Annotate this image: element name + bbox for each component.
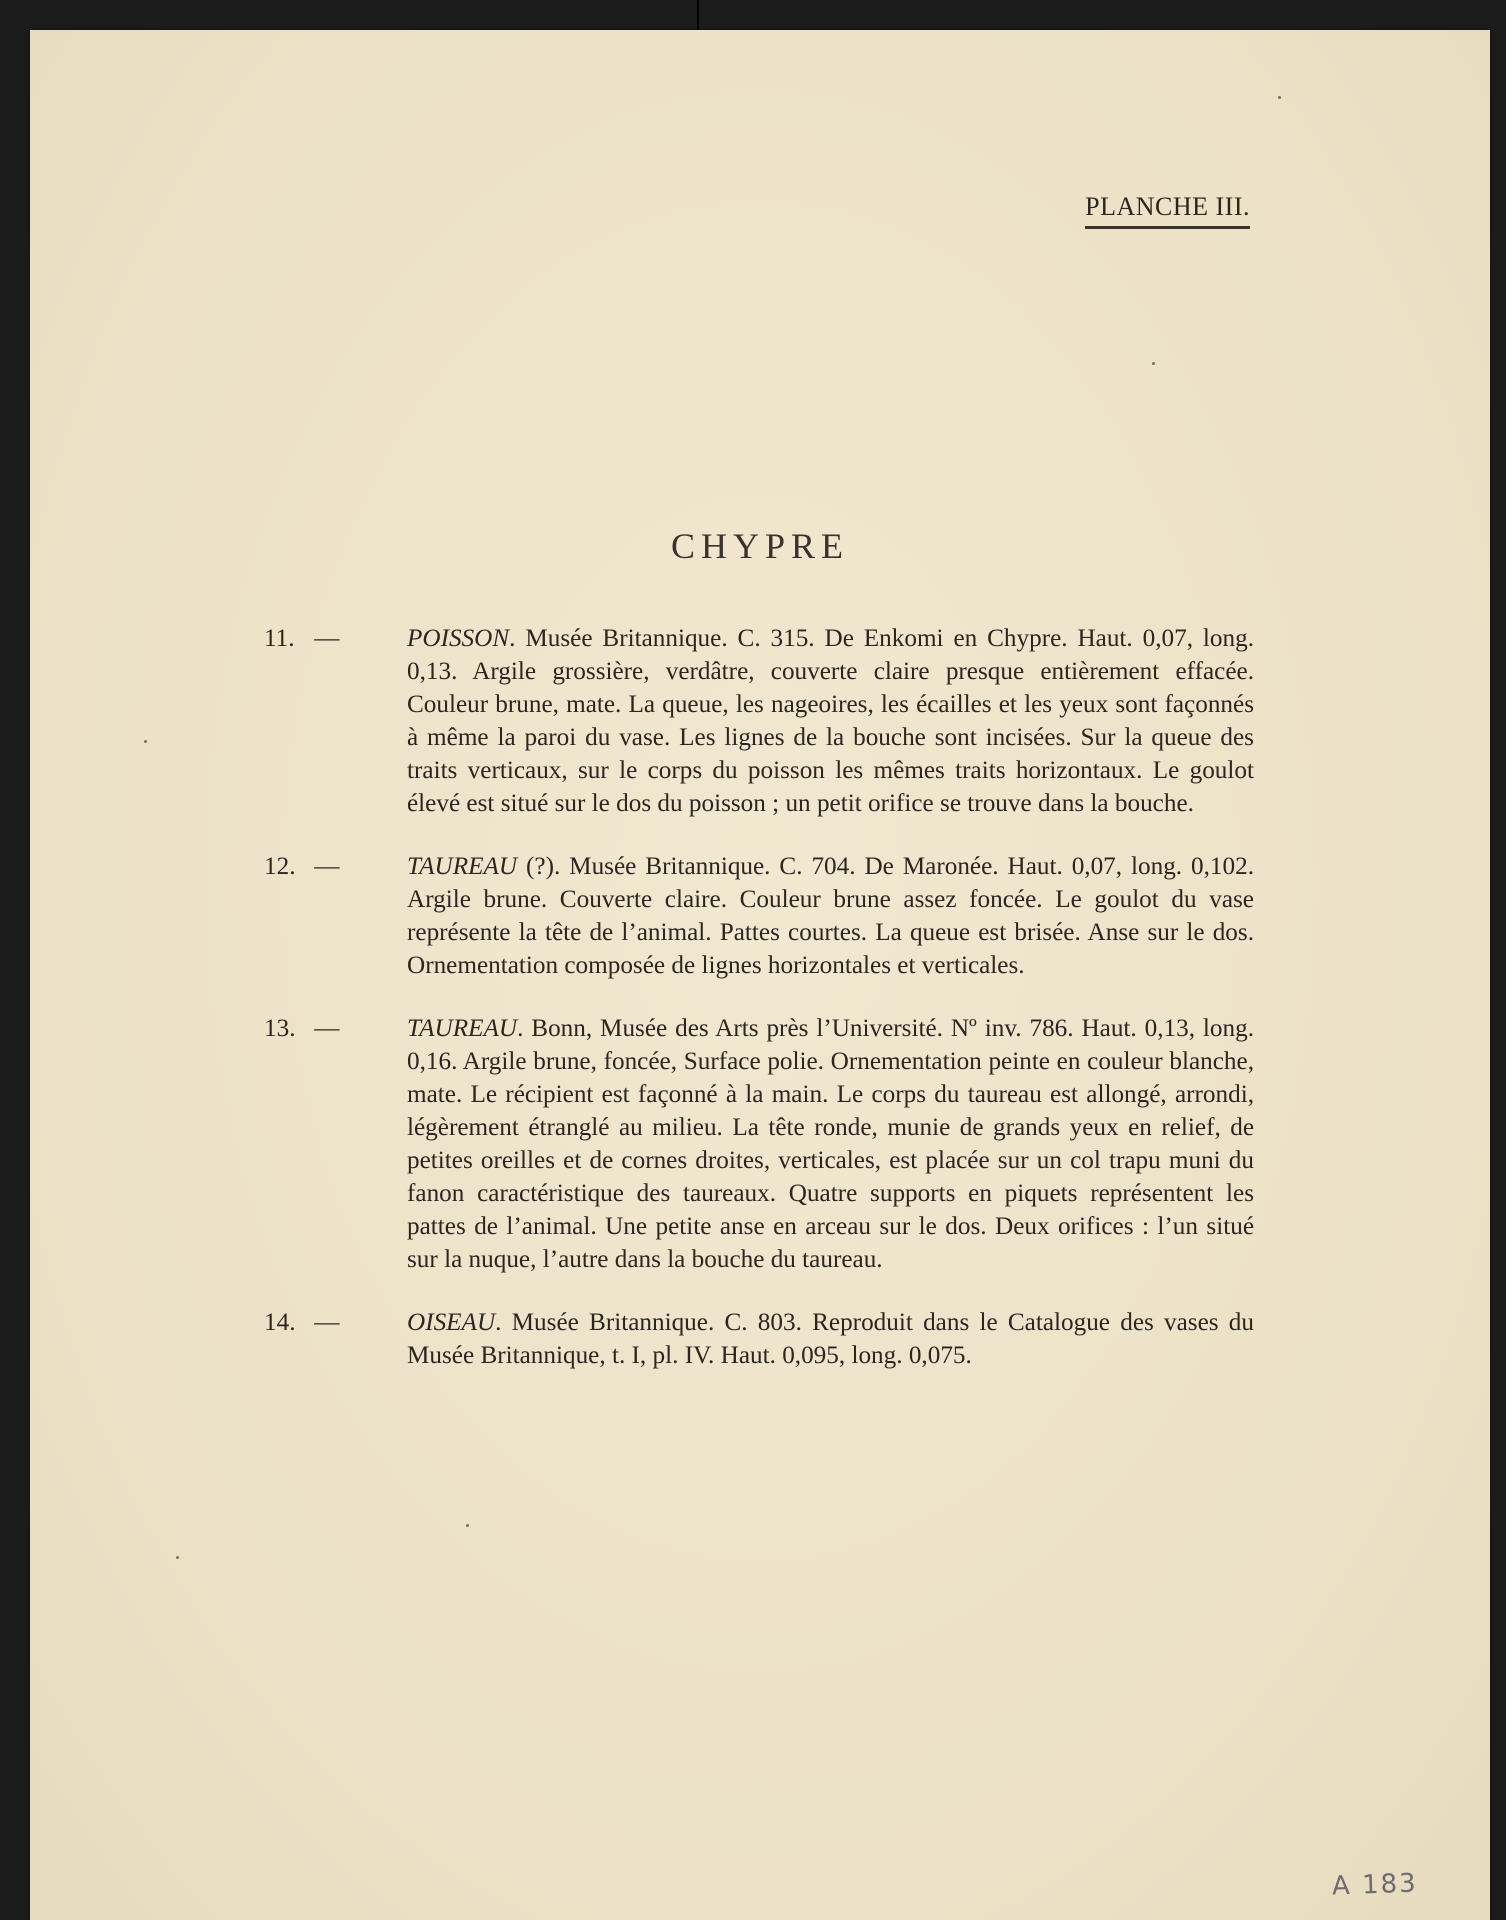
entry-number: 12. <box>264 853 296 880</box>
entry-dash: — <box>314 853 340 880</box>
entry-number: 11. <box>264 625 295 652</box>
catalogue-entry-12 <box>264 850 1254 982</box>
binding-line <box>697 0 699 30</box>
entry-name: POISSON <box>407 625 510 652</box>
document-page <box>30 30 1490 1920</box>
paper-speck <box>466 1524 469 1527</box>
entry-name: TAUREAU <box>407 1015 518 1042</box>
entry-text <box>407 1012 1254 1276</box>
paper-speck <box>1152 362 1155 365</box>
entry-text <box>407 622 1254 820</box>
paper-speck <box>1278 96 1281 99</box>
entry-description: . Bonn, Musée des Arts près l’Université. Nº inv. 786. Haut. 0,13, long. 0,16. Argile brune, foncée, Surface polie. Ornementation peinte en couleur blanche, mate. Le récipient est façonné à la main. Le corps du taureau est allongé, arrondi, légèrement étranglé au milieu. La tête ronde, munie de grands yeux en relief, de petites oreilles et de cornes droites, verticales, est placée sur un col trapu muni du fanon caractéristique des taureaux. Quatre supports en piquets représentent les pattes de l’animal. Une petite anse en arceau sur le dos. Deux orifices : l’un situé sur la nuque, l’autre dans la bouche du taureau. <box>407 1015 1254 1273</box>
entry-dash: — <box>314 625 340 652</box>
entry-name: OISEAU <box>407 1309 496 1336</box>
entry-description: (?). Musée Britannique. C. 704. De Maronée. Haut. 0,07, long. 0,102. Argile brune. Couverte claire. Couleur brune assez foncée. Le goulot du vase représente la tête de l’animal. Pattes courtes. La queue est brisée. Anse sur le dos. Ornementation composée de lignes horizontales et verticales. <box>407 853 1254 979</box>
entry-name: TAUREAU <box>407 853 518 880</box>
entry-description: . Musée Britannique. C. 803. Reproduit dans le Catalogue des vases du Musée Britannique, t. I, pl. IV. Haut. 0,095, long. 0,075. <box>407 1309 1254 1369</box>
entry-head <box>264 1306 407 1339</box>
entry-number: 13. <box>264 1015 296 1042</box>
entry-head <box>264 850 407 883</box>
archive-stamp: A 183 <box>1331 1868 1419 1902</box>
catalogue-entry-11 <box>264 622 1254 820</box>
entry-head <box>264 1012 407 1045</box>
entry-text <box>407 850 1254 982</box>
entry-number: 14. <box>264 1309 296 1336</box>
entry-text <box>407 1306 1254 1372</box>
entry-description: . Musée Britannique. C. 315. De Enkomi en Chypre. Haut. 0,07, long. 0,13. Argile grossière, verdâtre, couverte claire presque entièrement effacée. Couleur brune, mate. La queue, les nageoires, les écailles et les yeux sont façonnés à même la paroi du vase. Les lignes de la bouche sont incisées. Sur la queue des traits verticaux, sur le corps du poisson les mêmes traits horizontaux. Le goulot élevé est situé sur le dos du poisson ; un petit orifice se trouve dans la bouche. <box>407 625 1254 817</box>
entry-head <box>264 622 407 655</box>
paper-speck <box>144 740 147 743</box>
section-title: CHYPRE <box>670 526 850 566</box>
catalogue-entry-13 <box>264 1012 1254 1276</box>
entry-dash: — <box>314 1015 340 1042</box>
entry-dash: — <box>314 1309 340 1336</box>
catalogue-entry-14 <box>264 1306 1254 1372</box>
plate-label: PLANCHE III. <box>1085 192 1250 229</box>
paper-speck <box>176 1556 179 1559</box>
catalogue-entries <box>264 622 1254 1402</box>
